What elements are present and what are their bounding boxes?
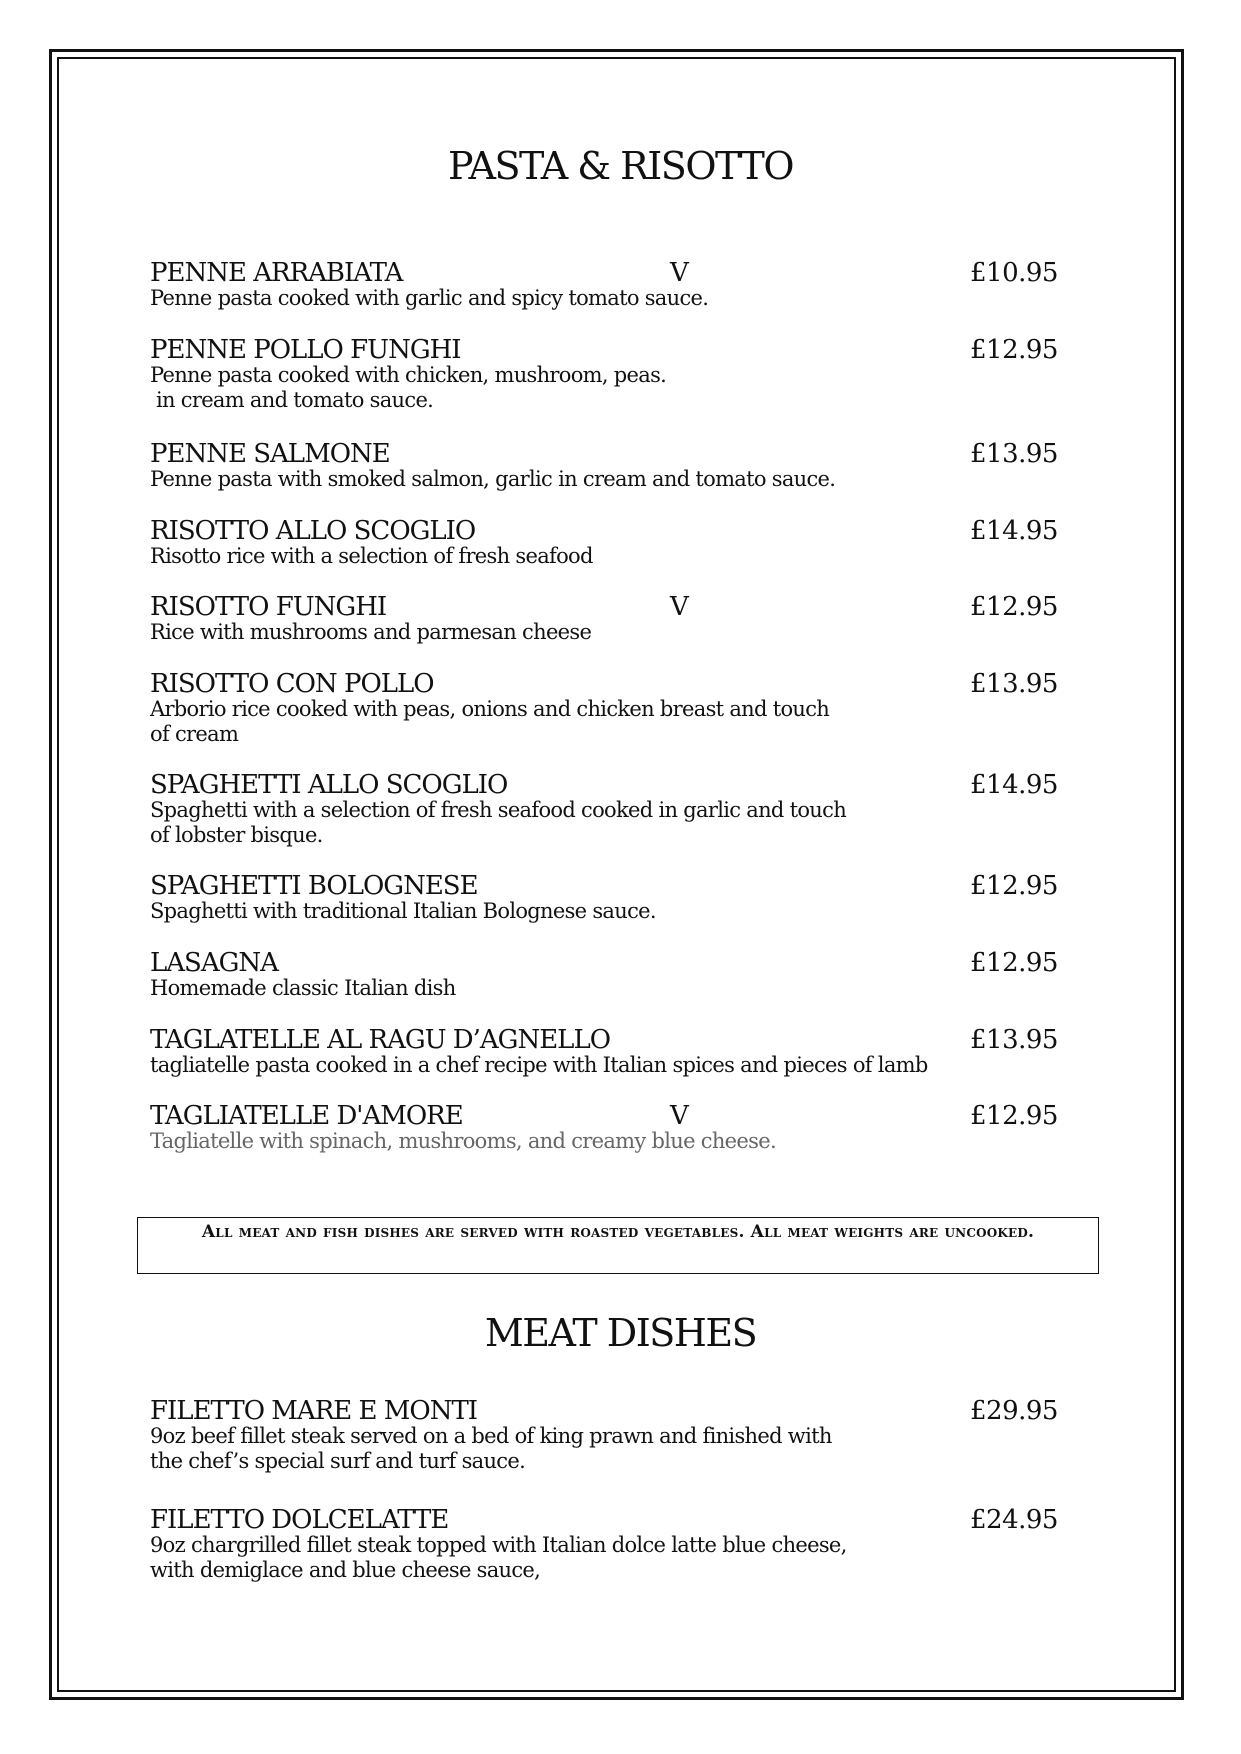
item-price: £14.95 [970,770,1058,800]
item-price: £10.95 [970,258,1058,288]
item-price: £12.95 [970,948,1058,978]
vegetarian-badge: V [670,1101,689,1131]
item-name: RISOTTO CON POLLO [150,669,434,699]
item-name: SPAGHETTI BOLOGNESE [150,871,478,901]
pasta-section-title: PASTA & RISOTTO [447,144,794,188]
meat-section-title: MEAT DISHES [484,1311,757,1355]
item-price: £13.95 [970,1025,1058,1055]
item-price: £13.95 [970,669,1058,699]
item-name: RISOTTO FUNGHI [150,592,387,622]
item-description: Spaghetti with traditional Italian Bolognese sauce. [150,899,656,923]
item-description: Tagliatelle with spinach, mushrooms, and creamy blue cheese. [150,1129,776,1153]
item-description: Penne pasta cooked with chicken, mushroom, peas. in cream and tomato sauce. [150,363,667,412]
item-description: Arborio rice cooked with peas, onions and chicken breast and touch of cream [150,697,830,746]
item-name: FILETTO DOLCELATTE [150,1505,449,1535]
item-name: PENNE POLLO FUNGHI [150,335,461,365]
item-price: £13.95 [970,439,1058,469]
vegetarian-badge: V [670,258,689,288]
item-name: PENNE ARRABIATA [150,258,403,288]
item-description: Risotto rice with a selection of fresh seafood [150,544,593,568]
item-name: TAGLATELLE AL RAGU D’AGNELLO [150,1025,611,1055]
item-description: 9oz beef fillet steak served on a bed of king prawn and finished with the chef’s special surf and turf sauce. [150,1424,832,1473]
item-price: £12.95 [970,335,1058,365]
item-description: Penne pasta with smoked salmon, garlic in cream and tomato sauce. [150,467,836,491]
item-description: 9oz chargrilled fillet steak topped with Italian dolce latte blue cheese, with demiglace and blue cheese sauce, [150,1533,847,1582]
item-description: Spaghetti with a selection of fresh seafood cooked in garlic and touch of lobster bisque. [150,798,847,847]
serving-notice: All meat and fish dishes are served with roasted vegetables. All meat weights are uncooked. [137,1217,1099,1274]
item-name: FILETTO MARE E MONTI [150,1396,478,1426]
item-description: Homemade classic Italian dish [150,976,456,1000]
item-name: LASAGNA [150,948,278,978]
item-price: £12.95 [970,1101,1058,1131]
item-price: £12.95 [970,871,1058,901]
item-description: Penne pasta cooked with garlic and spicy tomato sauce. [150,286,709,310]
vegetarian-badge: V [670,592,689,622]
item-price: £24.95 [970,1505,1058,1535]
item-price: £14.95 [970,516,1058,546]
item-price: £12.95 [970,592,1058,622]
item-name: RISOTTO ALLO SCOGLIO [150,516,476,546]
item-description: Rice with mushrooms and parmesan cheese [150,620,592,644]
item-name: SPAGHETTI ALLO SCOGLIO [150,770,508,800]
item-name: TAGLIATELLE D'AMORE [150,1101,463,1131]
item-price: £29.95 [970,1396,1058,1426]
item-description: tagliatelle pasta cooked in a chef recipe with Italian spices and pieces of lamb [150,1053,928,1077]
item-name: PENNE SALMONE [150,439,390,469]
